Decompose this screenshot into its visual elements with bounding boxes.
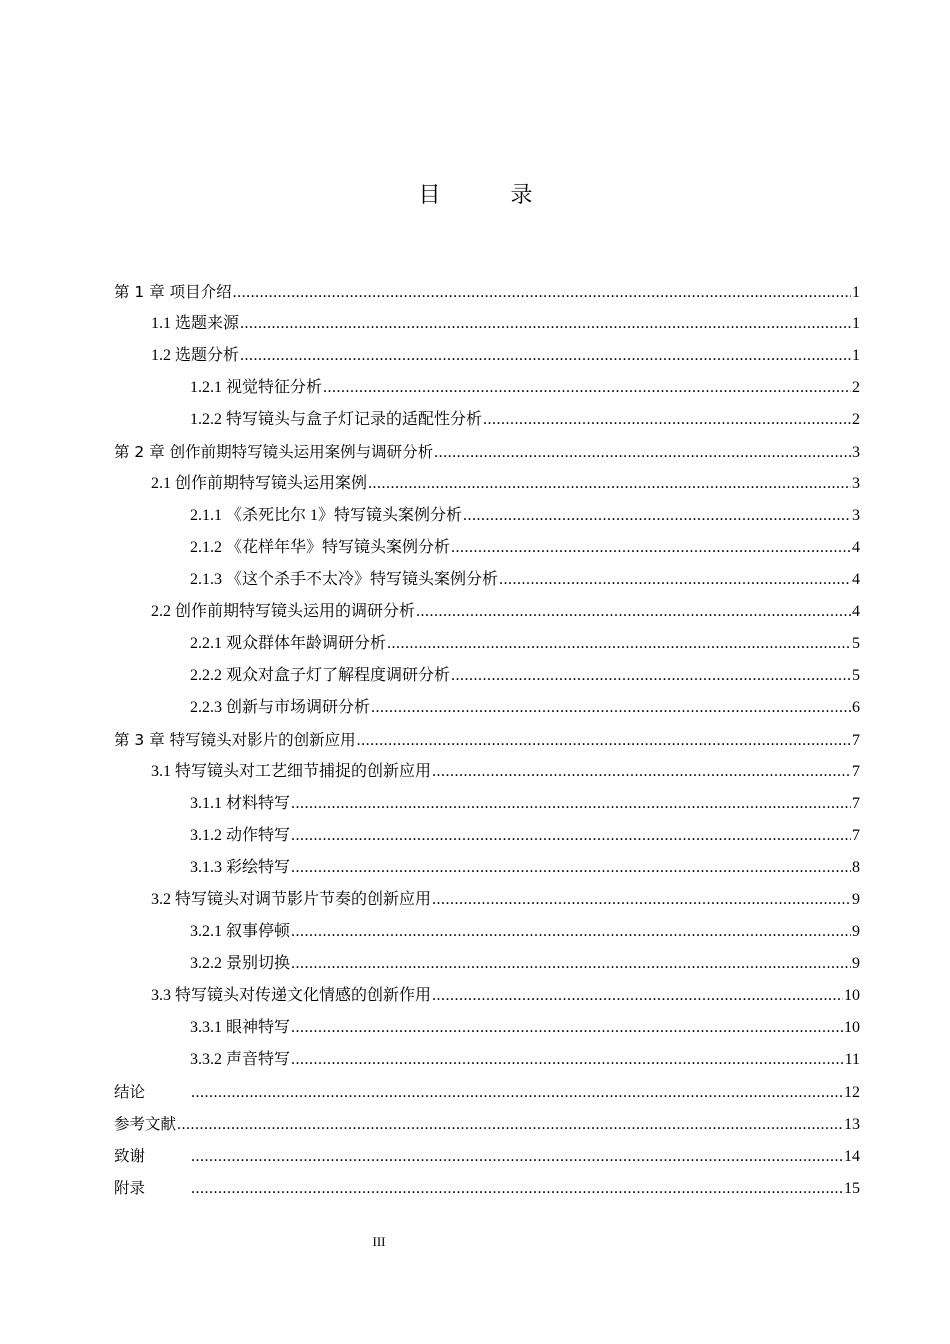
- toc-entry[interactable]: [114, 372, 860, 404]
- dot-leader: [432, 884, 851, 916]
- toc-entry[interactable]: [114, 628, 860, 660]
- toc-entry-label: 1.1 选题来源: [151, 315, 240, 332]
- dot-leader: [291, 948, 851, 980]
- toc-entry-page-number: 13: [844, 1116, 860, 1133]
- toc-entry-label: 参考文献: [114, 1115, 177, 1133]
- dot-leader: [291, 852, 851, 884]
- toc-entry-page-number: 3: [852, 507, 860, 524]
- toc-entry-page-number: 10: [844, 987, 860, 1004]
- dot-leader: [371, 692, 851, 724]
- toc-entry-page-number: 12: [844, 1084, 860, 1101]
- toc-entry-label: 3.2 特写镜头对调节影片节奏的创新应用: [151, 891, 432, 908]
- toc-entry-label: 3.2.2 景别切换: [190, 955, 291, 972]
- toc-entry-page-number: 3: [852, 475, 860, 492]
- toc-entry-label: 1.2 选题分析: [151, 347, 240, 364]
- toc-entry-page-number: 9: [852, 955, 860, 972]
- toc-entry-label: 附录: [114, 1179, 146, 1197]
- dot-leader: [434, 437, 851, 469]
- toc-entry[interactable]: [114, 884, 860, 916]
- toc-entry-label: 致谢: [114, 1147, 146, 1165]
- toc-entry[interactable]: [114, 1172, 860, 1204]
- toc-entry[interactable]: [114, 468, 860, 500]
- toc-title: 目 录: [418, 183, 557, 208]
- toc-entry-page-number: 1: [852, 315, 860, 332]
- toc-entry[interactable]: [114, 660, 860, 692]
- dot-leader: [416, 596, 851, 628]
- toc-entry[interactable]: [114, 756, 860, 788]
- toc-entry[interactable]: [114, 948, 860, 980]
- toc-entry-page-number: 4: [852, 539, 860, 556]
- toc-entry-page-number: 14: [844, 1148, 860, 1165]
- toc-entry-page-number: 4: [852, 603, 860, 620]
- toc-entry-page-number: 3: [852, 444, 860, 461]
- toc-entry-label: 3.1.2 动作特写: [190, 827, 291, 844]
- toc-entry[interactable]: [114, 436, 860, 468]
- toc-entry-page-number: 11: [844, 1051, 860, 1068]
- toc-entry[interactable]: [114, 340, 860, 372]
- toc-entry[interactable]: [114, 564, 860, 596]
- toc-entry[interactable]: [114, 1108, 860, 1140]
- toc-entry-page-number: 9: [852, 891, 860, 908]
- table-of-contents: [114, 276, 860, 1204]
- toc-entry-label: 2.1.1 《杀死比尔 1》特写镜头案例分析: [190, 507, 463, 524]
- toc-entry-page-number: 9: [852, 923, 860, 940]
- toc-entry-label: 3.3 特写镜头对传递文化情感的创新作用: [151, 987, 432, 1004]
- toc-entry-label: 2.2.1 观众群体年龄调研分析: [190, 635, 387, 652]
- toc-entry[interactable]: [114, 532, 860, 564]
- dot-leader: [387, 628, 851, 660]
- toc-entry-page-number: 7: [852, 795, 860, 812]
- toc-entry-page-number: 5: [852, 667, 860, 684]
- toc-entry[interactable]: [114, 692, 860, 724]
- toc-entry-page-number: 4: [852, 571, 860, 588]
- dot-leader: [177, 1109, 843, 1141]
- toc-entry-label: 第 1 章 项目介绍: [114, 283, 232, 301]
- toc-entry-label: 3.1.3 彩绘特写: [190, 859, 291, 876]
- toc-entry[interactable]: [114, 308, 860, 340]
- toc-entry-label: 第 2 章 创作前期特写镜头运用案例与调研分析: [114, 443, 434, 461]
- toc-entry[interactable]: [114, 596, 860, 628]
- toc-entry-page-number: 5: [852, 635, 860, 652]
- toc-entry-label: 2.1 创作前期特写镜头运用案例: [151, 475, 368, 492]
- dot-leader: [357, 725, 851, 757]
- dot-leader: [451, 660, 851, 692]
- dot-leader: [291, 1044, 844, 1076]
- toc-entry[interactable]: [114, 276, 860, 308]
- dot-leader: [240, 340, 851, 372]
- toc-entry-label: 第 3 章 特写镜头对影片的创新应用: [114, 731, 356, 749]
- toc-entry[interactable]: [114, 980, 860, 1012]
- dot-leader: [499, 564, 851, 596]
- toc-entry[interactable]: [114, 1012, 860, 1044]
- toc-entry[interactable]: [114, 852, 860, 884]
- toc-entry-page-number: 15: [844, 1180, 860, 1197]
- toc-entry-label: 结论: [114, 1083, 146, 1101]
- toc-entry-page-number: 2: [852, 379, 860, 396]
- toc-entry-page-number: 10: [844, 1019, 860, 1036]
- toc-entry-label: 2.1.3 《这个杀手不太冷》特写镜头案例分析: [190, 571, 499, 588]
- toc-entry[interactable]: [114, 788, 860, 820]
- toc-entry-label: 1.2.1 视觉特征分析: [190, 379, 323, 396]
- dot-leader: [451, 532, 851, 564]
- toc-entry-page-number: 1: [852, 284, 860, 301]
- dot-leader: [191, 1173, 843, 1205]
- toc-entry-page-number: 7: [852, 763, 860, 780]
- toc-entry-label: 3.1 特写镜头对工艺细节捕捉的创新应用: [151, 763, 432, 780]
- dot-leader: [323, 372, 851, 404]
- dot-leader: [291, 1012, 843, 1044]
- toc-entry-label: 2.2.3 创新与市场调研分析: [190, 699, 371, 716]
- dot-leader: [368, 468, 851, 500]
- toc-entry-page-number: 7: [852, 732, 860, 749]
- toc-entry-page-number: 8: [852, 859, 860, 876]
- dot-leader: [191, 1077, 843, 1109]
- dot-leader: [463, 500, 851, 532]
- dot-leader: [432, 756, 851, 788]
- dot-leader: [483, 404, 851, 436]
- toc-entry-label: 3.1.1 材料特写: [190, 795, 291, 812]
- toc-entry-page-number: 1: [852, 347, 860, 364]
- dot-leader: [291, 916, 851, 948]
- toc-entry-label: 2.2 创作前期特写镜头运用的调研分析: [151, 603, 416, 620]
- toc-entry-label: 3.3.2 声音特写: [190, 1051, 291, 1068]
- toc-entry-page-number: 6: [852, 699, 860, 716]
- dot-leader: [291, 820, 851, 852]
- toc-entry-label: 3.3.1 眼神特写: [190, 1019, 291, 1036]
- dot-leader: [240, 308, 851, 340]
- dot-leader: [191, 1141, 843, 1173]
- dot-leader: [233, 277, 851, 309]
- toc-entry[interactable]: [114, 1044, 860, 1076]
- toc-entry-page-number: 2: [852, 411, 860, 428]
- toc-entry-label: 2.2.2 观众对盒子灯了解程度调研分析: [190, 667, 451, 684]
- toc-entry[interactable]: [114, 1076, 860, 1108]
- toc-entry[interactable]: [114, 1140, 860, 1172]
- page-number-footer: III: [372, 1234, 386, 1249]
- dot-leader: [291, 788, 851, 820]
- toc-entry-label: 2.1.2 《花样年华》特写镜头案例分析: [190, 539, 451, 556]
- toc-entry-label: 3.2.1 叙事停顿: [190, 923, 291, 940]
- toc-entry-page-number: 7: [852, 827, 860, 844]
- toc-entry[interactable]: [114, 820, 860, 852]
- toc-entry-label: 1.2.2 特写镜头与盒子灯记录的适配性分析: [190, 411, 483, 428]
- toc-entry[interactable]: [114, 724, 860, 756]
- toc-entry[interactable]: [114, 404, 860, 436]
- dot-leader: [432, 980, 843, 1012]
- toc-entry[interactable]: [114, 500, 860, 532]
- toc-entry[interactable]: [114, 916, 860, 948]
